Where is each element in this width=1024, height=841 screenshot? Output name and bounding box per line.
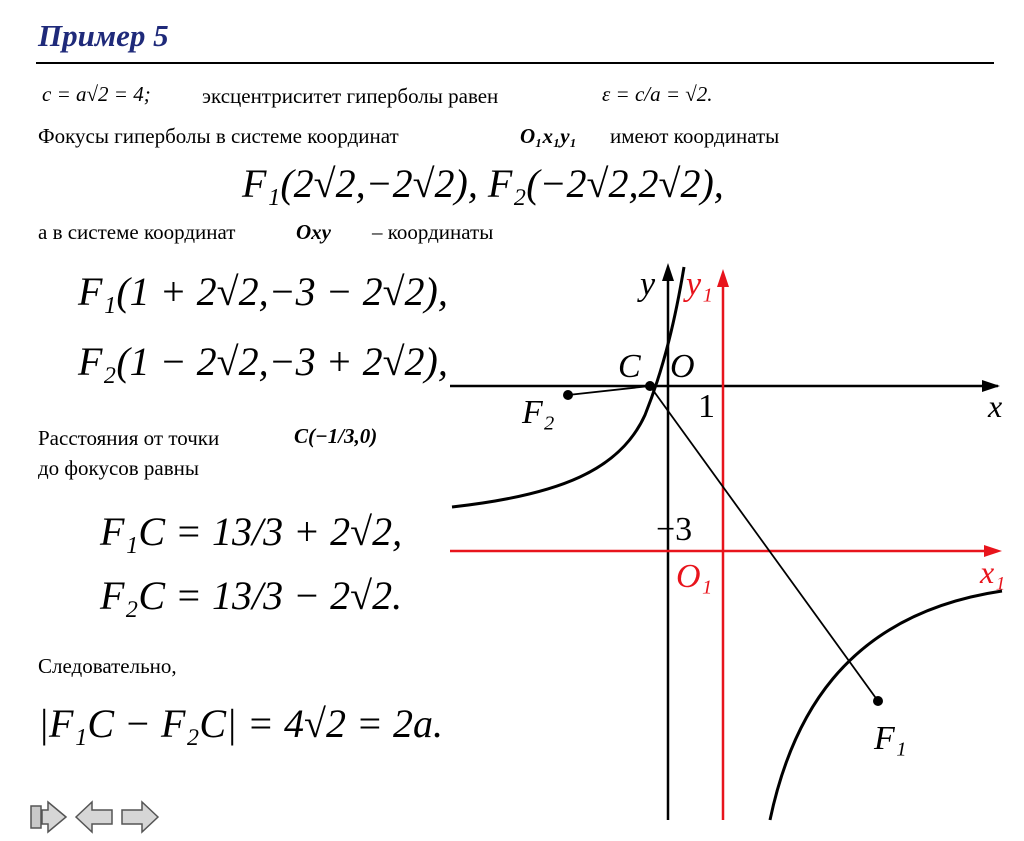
coord-system-o1x1y1: O₁x₁y₁ [520, 124, 577, 148]
forward-arrow-icon [120, 798, 160, 836]
final-formula: |F₁C − F₂C| = 4√2 = 2a. [38, 701, 443, 746]
forward-button[interactable] [120, 798, 160, 836]
label-o: O [670, 348, 695, 385]
back-button[interactable] [74, 798, 114, 836]
label-o1: O₁ [676, 558, 713, 595]
hyperbola-right-branch [770, 591, 1002, 820]
distance-text: Расстояния от точки [38, 426, 220, 450]
back-arrow-icon [74, 798, 114, 836]
y-axis-arrow-icon [662, 263, 674, 281]
label-one: 1 [698, 388, 715, 425]
f1-oxy-formula: F₁(1 + 2√2,−3 − 2√2), [78, 269, 448, 314]
label-c: C [618, 348, 641, 385]
hence-text: Следовательно, [38, 654, 177, 678]
slide-title: Пример 5 [38, 18, 169, 53]
distance-text-2: до фокусов равны [38, 456, 200, 480]
formula-eccentricity: ε = c/a = √2. [602, 82, 713, 106]
f2-oxy-formula: F₂(1 − 2√2,−3 + 2√2), [78, 339, 448, 384]
label-x1: x₁ [980, 554, 1006, 590]
point-f1 [873, 696, 883, 706]
point-f2 [563, 390, 573, 400]
y1-axis-arrow-icon [717, 269, 729, 287]
f1c-formula: F₁C = 13/3 + 2√2, [100, 509, 403, 554]
segment-f2-c [568, 386, 650, 395]
label-minus3: −3 [656, 511, 693, 548]
label-f2: F₂ [522, 394, 555, 431]
label-y: y [640, 266, 656, 303]
home-arrow-icon [28, 798, 68, 836]
foci-system1-formula: F₁(2√2,−2√2), F₂(−2√2,2√2), [242, 161, 724, 206]
f2c-formula: F₂C = 13/3 − 2√2. [100, 573, 403, 618]
hyperbola-graph [440, 255, 1020, 825]
point-c-formula: C(−1/3,0) [294, 424, 378, 448]
label-f1: F₁ [874, 720, 907, 757]
home-button[interactable] [28, 798, 68, 836]
point-c [645, 381, 655, 391]
label-y1: y₁ [686, 266, 713, 303]
foci-intro-text-2: имеют координаты [610, 124, 780, 148]
oxy-intro-text-2: – координаты [372, 220, 494, 244]
label-x: x [988, 388, 1003, 424]
oxy-intro-text: а в системе координат [38, 220, 236, 244]
foci-intro-text: Фокусы гиперболы в системе координат [38, 124, 399, 148]
title-divider [36, 62, 994, 64]
formula-c: c = a√2 = 4; [42, 82, 151, 106]
coord-system-oxy: Oxy [296, 220, 331, 244]
eccentricity-text: эксцентриситет гиперболы равен [202, 84, 499, 108]
